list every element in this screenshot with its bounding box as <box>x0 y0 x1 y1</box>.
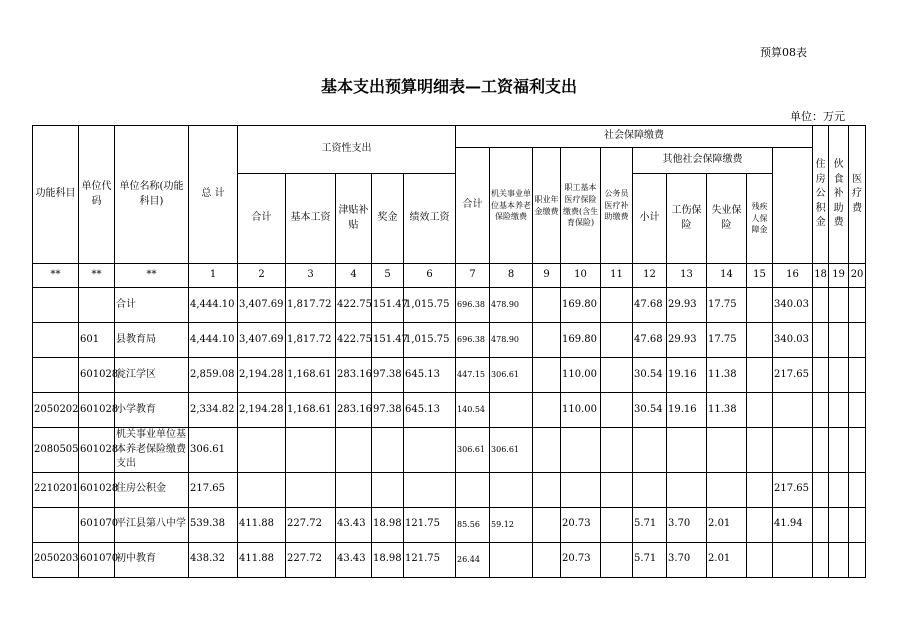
cell-wage-total: 411.88 <box>238 507 286 542</box>
header-wage-total: 合计 <box>238 174 286 264</box>
cell-other <box>849 472 866 507</box>
table-row <box>33 428 866 473</box>
cell-social-total: 85.56 <box>456 507 490 542</box>
cell-medfee <box>829 323 849 358</box>
cell-disab <box>747 542 773 577</box>
cell-disab <box>747 507 773 542</box>
cell-disab <box>747 288 773 323</box>
header-basic-wage: 基本工资 <box>286 174 336 264</box>
header-unit-code: 单位代码 <box>79 126 115 264</box>
cell-injury <box>667 428 707 473</box>
cell-name: 瓮江学区 <box>115 358 189 393</box>
cell-other-sub: 30.54 <box>633 393 667 428</box>
cell-unemp: 11.38 <box>707 393 747 428</box>
col-num: 16 <box>773 264 813 288</box>
cell-unit: 601028 <box>79 393 115 428</box>
cell-basic <box>286 428 336 473</box>
cell-pension: 478.90 <box>490 323 533 358</box>
cell-perf <box>404 472 456 507</box>
cell-code <box>33 288 79 323</box>
cell-medical: 20.73 <box>561 542 601 577</box>
cell-code: 2210201 <box>33 472 79 507</box>
col-num: 13 <box>667 264 707 288</box>
cell-other <box>849 323 866 358</box>
cell-injury <box>667 472 707 507</box>
col-num: 15 <box>747 264 773 288</box>
cell-unemp: 2.01 <box>707 507 747 542</box>
cell-bonus: 151.47 <box>372 288 404 323</box>
header-performance: 绩效工资 <box>404 174 456 264</box>
cell-total: 306.61 <box>189 428 238 473</box>
col-num: 10 <box>561 264 601 288</box>
header-total: 总 计 <box>189 126 238 264</box>
cell-unit: 601028 <box>79 472 115 507</box>
col-num: 1 <box>189 264 238 288</box>
cell-other-sub <box>633 428 667 473</box>
cell-meal <box>813 428 829 473</box>
col-num: ** <box>115 264 189 288</box>
cell-wage-total: 3,407.69 <box>238 323 286 358</box>
header-allowance: 津贴补贴 <box>336 174 372 264</box>
cell-civil <box>601 288 633 323</box>
cell-basic: 1,817.72 <box>286 323 336 358</box>
col-num: ** <box>79 264 115 288</box>
cell-bonus: 151.47 <box>372 323 404 358</box>
cell-total: 2,859.08 <box>189 358 238 393</box>
cell-other-sub: 5.71 <box>633 542 667 577</box>
cell-housing: 41.94 <box>773 507 813 542</box>
col-num: 6 <box>404 264 456 288</box>
cell-medical: 20.73 <box>561 507 601 542</box>
header-unit-name: 单位名称(功能科目) <box>115 126 189 264</box>
cell-housing: 340.03 <box>773 288 813 323</box>
cell-code <box>33 323 79 358</box>
cell-allowance: 43.43 <box>336 542 372 577</box>
cell-injury: 29.93 <box>667 288 707 323</box>
cell-disab <box>747 428 773 473</box>
cell-name: 平江县第八中学 <box>115 507 189 542</box>
table-row <box>33 358 866 393</box>
cell-name: 机关事业单位基本养老保险缴费支出 <box>115 428 189 473</box>
cell-total: 438.32 <box>189 542 238 577</box>
cell-allowance: 283.16 <box>336 393 372 428</box>
cell-unemp: 2.01 <box>707 542 747 577</box>
cell-disab <box>747 472 773 507</box>
col-num: 12 <box>633 264 667 288</box>
cell-medical: 169.80 <box>561 323 601 358</box>
cell-total: 217.65 <box>189 472 238 507</box>
table-row <box>33 542 866 577</box>
cell-pension <box>490 542 533 577</box>
cell-meal <box>813 507 829 542</box>
cell-other-sub: 47.68 <box>633 288 667 323</box>
cell-unemp <box>707 428 747 473</box>
cell-annuity <box>533 472 561 507</box>
cell-other <box>849 428 866 473</box>
cell-other-sub: 30.54 <box>633 358 667 393</box>
cell-meal <box>813 288 829 323</box>
cell-medfee <box>829 542 849 577</box>
table-row <box>33 323 866 358</box>
header-civil-medical: 公务员医疗补助缴费 <box>601 148 633 264</box>
cell-injury: 3.70 <box>667 507 707 542</box>
cell-wage-total <box>238 472 286 507</box>
cell-other <box>849 358 866 393</box>
cell-housing: 340.03 <box>773 323 813 358</box>
header-meal: 伙食补助费 <box>829 126 849 264</box>
cell-unit: 601070 <box>79 507 115 542</box>
col-num: 2 <box>238 264 286 288</box>
header-housing-fund: 住房公积金 <box>813 126 829 264</box>
table-row <box>33 507 866 542</box>
cell-unit: 601070 <box>79 542 115 577</box>
cell-allowance: 43.43 <box>336 507 372 542</box>
cell-bonus <box>372 428 404 473</box>
cell-disab <box>747 393 773 428</box>
header-social-total: 合计 <box>456 148 490 264</box>
cell-meal <box>813 393 829 428</box>
cell-unit: 601028 <box>79 428 115 473</box>
cell-medfee <box>829 288 849 323</box>
cell-annuity <box>533 507 561 542</box>
cell-perf: 121.75 <box>404 507 456 542</box>
cell-perf: 121.75 <box>404 542 456 577</box>
cell-perf: 1,015.75 <box>404 323 456 358</box>
cell-allowance: 422.75 <box>336 288 372 323</box>
header-medical: 职工基本医疗保险缴费(含生育保险) <box>561 148 601 264</box>
cell-social-total: 696.38 <box>456 323 490 358</box>
cell-meal <box>813 358 829 393</box>
cell-unemp: 17.75 <box>707 323 747 358</box>
cell-wage-total: 2,194.28 <box>238 358 286 393</box>
cell-perf: 1,015.75 <box>404 288 456 323</box>
cell-housing: 217.65 <box>773 358 813 393</box>
cell-injury: 29.93 <box>667 323 707 358</box>
cell-unit: 601028 <box>79 358 115 393</box>
cell-name: 住房公积金 <box>115 472 189 507</box>
cell-annuity <box>533 358 561 393</box>
cell-allowance <box>336 472 372 507</box>
cell-basic: 227.72 <box>286 507 336 542</box>
table-row <box>33 472 866 507</box>
col-num: 5 <box>372 264 404 288</box>
col-num: 7 <box>456 264 490 288</box>
header-pension: 机关事业单位基本养老保险缴费 <box>490 148 533 264</box>
cell-wage-total: 411.88 <box>238 542 286 577</box>
form-number: 预算08表 <box>760 46 807 59</box>
cell-allowance <box>336 428 372 473</box>
cell-name: 小学教育 <box>115 393 189 428</box>
unit-label: 单位：万元 <box>790 110 845 123</box>
cell-wage-total: 2,194.28 <box>238 393 286 428</box>
cell-perf: 645.13 <box>404 358 456 393</box>
cell-civil <box>601 472 633 507</box>
cell-wage-total <box>238 428 286 473</box>
cell-pension: 478.90 <box>490 288 533 323</box>
cell-annuity <box>533 323 561 358</box>
cell-disab <box>747 358 773 393</box>
cell-pension: 306.61 <box>490 358 533 393</box>
col-num: 4 <box>336 264 372 288</box>
cell-civil <box>601 507 633 542</box>
col-num: ** <box>33 264 79 288</box>
table-row <box>33 393 866 428</box>
budget-table <box>32 125 866 578</box>
page-title: 基本支出预算明细表—工资福利支出 <box>320 77 577 96</box>
cell-other <box>849 542 866 577</box>
col-num: 3 <box>286 264 336 288</box>
cell-annuity <box>533 393 561 428</box>
cell-civil <box>601 542 633 577</box>
cell-injury: 19.16 <box>667 393 707 428</box>
cell-pension <box>490 393 533 428</box>
cell-medfee <box>829 358 849 393</box>
cell-code: 2050203 <box>33 542 79 577</box>
cell-other <box>849 393 866 428</box>
cell-bonus: 97.38 <box>372 393 404 428</box>
cell-other <box>849 288 866 323</box>
cell-medical <box>561 472 601 507</box>
header-other-subtotal: 小计 <box>633 174 667 264</box>
cell-injury: 19.16 <box>667 358 707 393</box>
header-other-social-group: 其他社会保障缴费 <box>633 148 773 174</box>
cell-basic <box>286 472 336 507</box>
cell-name: 初中教育 <box>115 542 189 577</box>
cell-other-sub: 5.71 <box>633 507 667 542</box>
header-injury: 工伤保险 <box>667 174 707 264</box>
cell-total: 539.38 <box>189 507 238 542</box>
cell-housing <box>773 542 813 577</box>
col-num: 20 <box>849 264 866 288</box>
cell-other-sub <box>633 472 667 507</box>
cell-name: 合计 <box>115 288 189 323</box>
cell-housing <box>773 393 813 428</box>
header-wage-group: 工资性支出 <box>238 126 456 174</box>
cell-injury: 3.70 <box>667 542 707 577</box>
header-social-group: 社会保障缴费 <box>456 126 813 148</box>
cell-social-total: 140.54 <box>456 393 490 428</box>
cell-total: 2,334.82 <box>189 393 238 428</box>
cell-meal <box>813 542 829 577</box>
cell-unemp: 11.38 <box>707 358 747 393</box>
col-num: 8 <box>490 264 533 288</box>
cell-annuity <box>533 428 561 473</box>
cell-social-total <box>456 472 490 507</box>
cell-basic: 1,168.61 <box>286 393 336 428</box>
cell-basic: 1,168.61 <box>286 358 336 393</box>
cell-perf <box>404 428 456 473</box>
cell-medfee <box>829 393 849 428</box>
cell-medfee <box>829 507 849 542</box>
cell-civil <box>601 358 633 393</box>
cell-bonus: 18.98 <box>372 507 404 542</box>
cell-total: 4,444.10 <box>189 323 238 358</box>
cell-disab <box>747 323 773 358</box>
cell-housing <box>773 428 813 473</box>
header-func-subject: 功能科目 <box>33 126 79 264</box>
cell-code: 2080505 <box>33 428 79 473</box>
cell-meal <box>813 472 829 507</box>
cell-unemp: 17.75 <box>707 288 747 323</box>
cell-pension <box>490 472 533 507</box>
cell-unit: 601 <box>79 323 115 358</box>
cell-bonus: 97.38 <box>372 358 404 393</box>
cell-medical <box>561 428 601 473</box>
header-medical-fee: 医疗费 <box>849 126 866 264</box>
cell-pension: 59.12 <box>490 507 533 542</box>
cell-name: 县教育局 <box>115 323 189 358</box>
cell-social-total: 306.61 <box>456 428 490 473</box>
cell-other-sub: 47.68 <box>633 323 667 358</box>
cell-medical: 110.00 <box>561 358 601 393</box>
cell-basic: 1,817.72 <box>286 288 336 323</box>
cell-perf: 645.13 <box>404 393 456 428</box>
cell-code <box>33 358 79 393</box>
cell-social-total: 696.38 <box>456 288 490 323</box>
cell-social-total: 447.15 <box>456 358 490 393</box>
column-number-row <box>33 264 866 288</box>
cell-civil <box>601 428 633 473</box>
cell-annuity <box>533 288 561 323</box>
cell-civil <box>601 393 633 428</box>
cell-wage-total: 3,407.69 <box>238 288 286 323</box>
col-num: 19 <box>829 264 849 288</box>
cell-housing: 217.65 <box>773 472 813 507</box>
cell-medical: 110.00 <box>561 393 601 428</box>
cell-pension: 306.61 <box>490 428 533 473</box>
cell-medfee <box>829 472 849 507</box>
cell-bonus: 18.98 <box>372 542 404 577</box>
cell-code: 2050202 <box>33 393 79 428</box>
table-row <box>33 288 866 323</box>
cell-social-total: 26.44 <box>456 542 490 577</box>
header-annuity: 职业年金缴费 <box>533 148 561 264</box>
cell-unit <box>79 288 115 323</box>
header-disability: 残疾人保障金 <box>747 174 773 264</box>
cell-unemp <box>707 472 747 507</box>
header-unemployment: 失业保险 <box>707 174 747 264</box>
cell-annuity <box>533 542 561 577</box>
cell-basic: 227.72 <box>286 542 336 577</box>
col-num: 9 <box>533 264 561 288</box>
cell-bonus <box>372 472 404 507</box>
header-bonus: 奖金 <box>372 174 404 264</box>
cell-civil <box>601 323 633 358</box>
col-num: 11 <box>601 264 633 288</box>
cell-allowance: 422.75 <box>336 323 372 358</box>
col-num: 18 <box>813 264 829 288</box>
cell-code <box>33 507 79 542</box>
cell-other <box>849 507 866 542</box>
cell-total: 4,444.10 <box>189 288 238 323</box>
cell-allowance: 283.16 <box>336 358 372 393</box>
col-num: 14 <box>707 264 747 288</box>
cell-meal <box>813 323 829 358</box>
cell-medical: 169.80 <box>561 288 601 323</box>
cell-medfee <box>829 428 849 473</box>
